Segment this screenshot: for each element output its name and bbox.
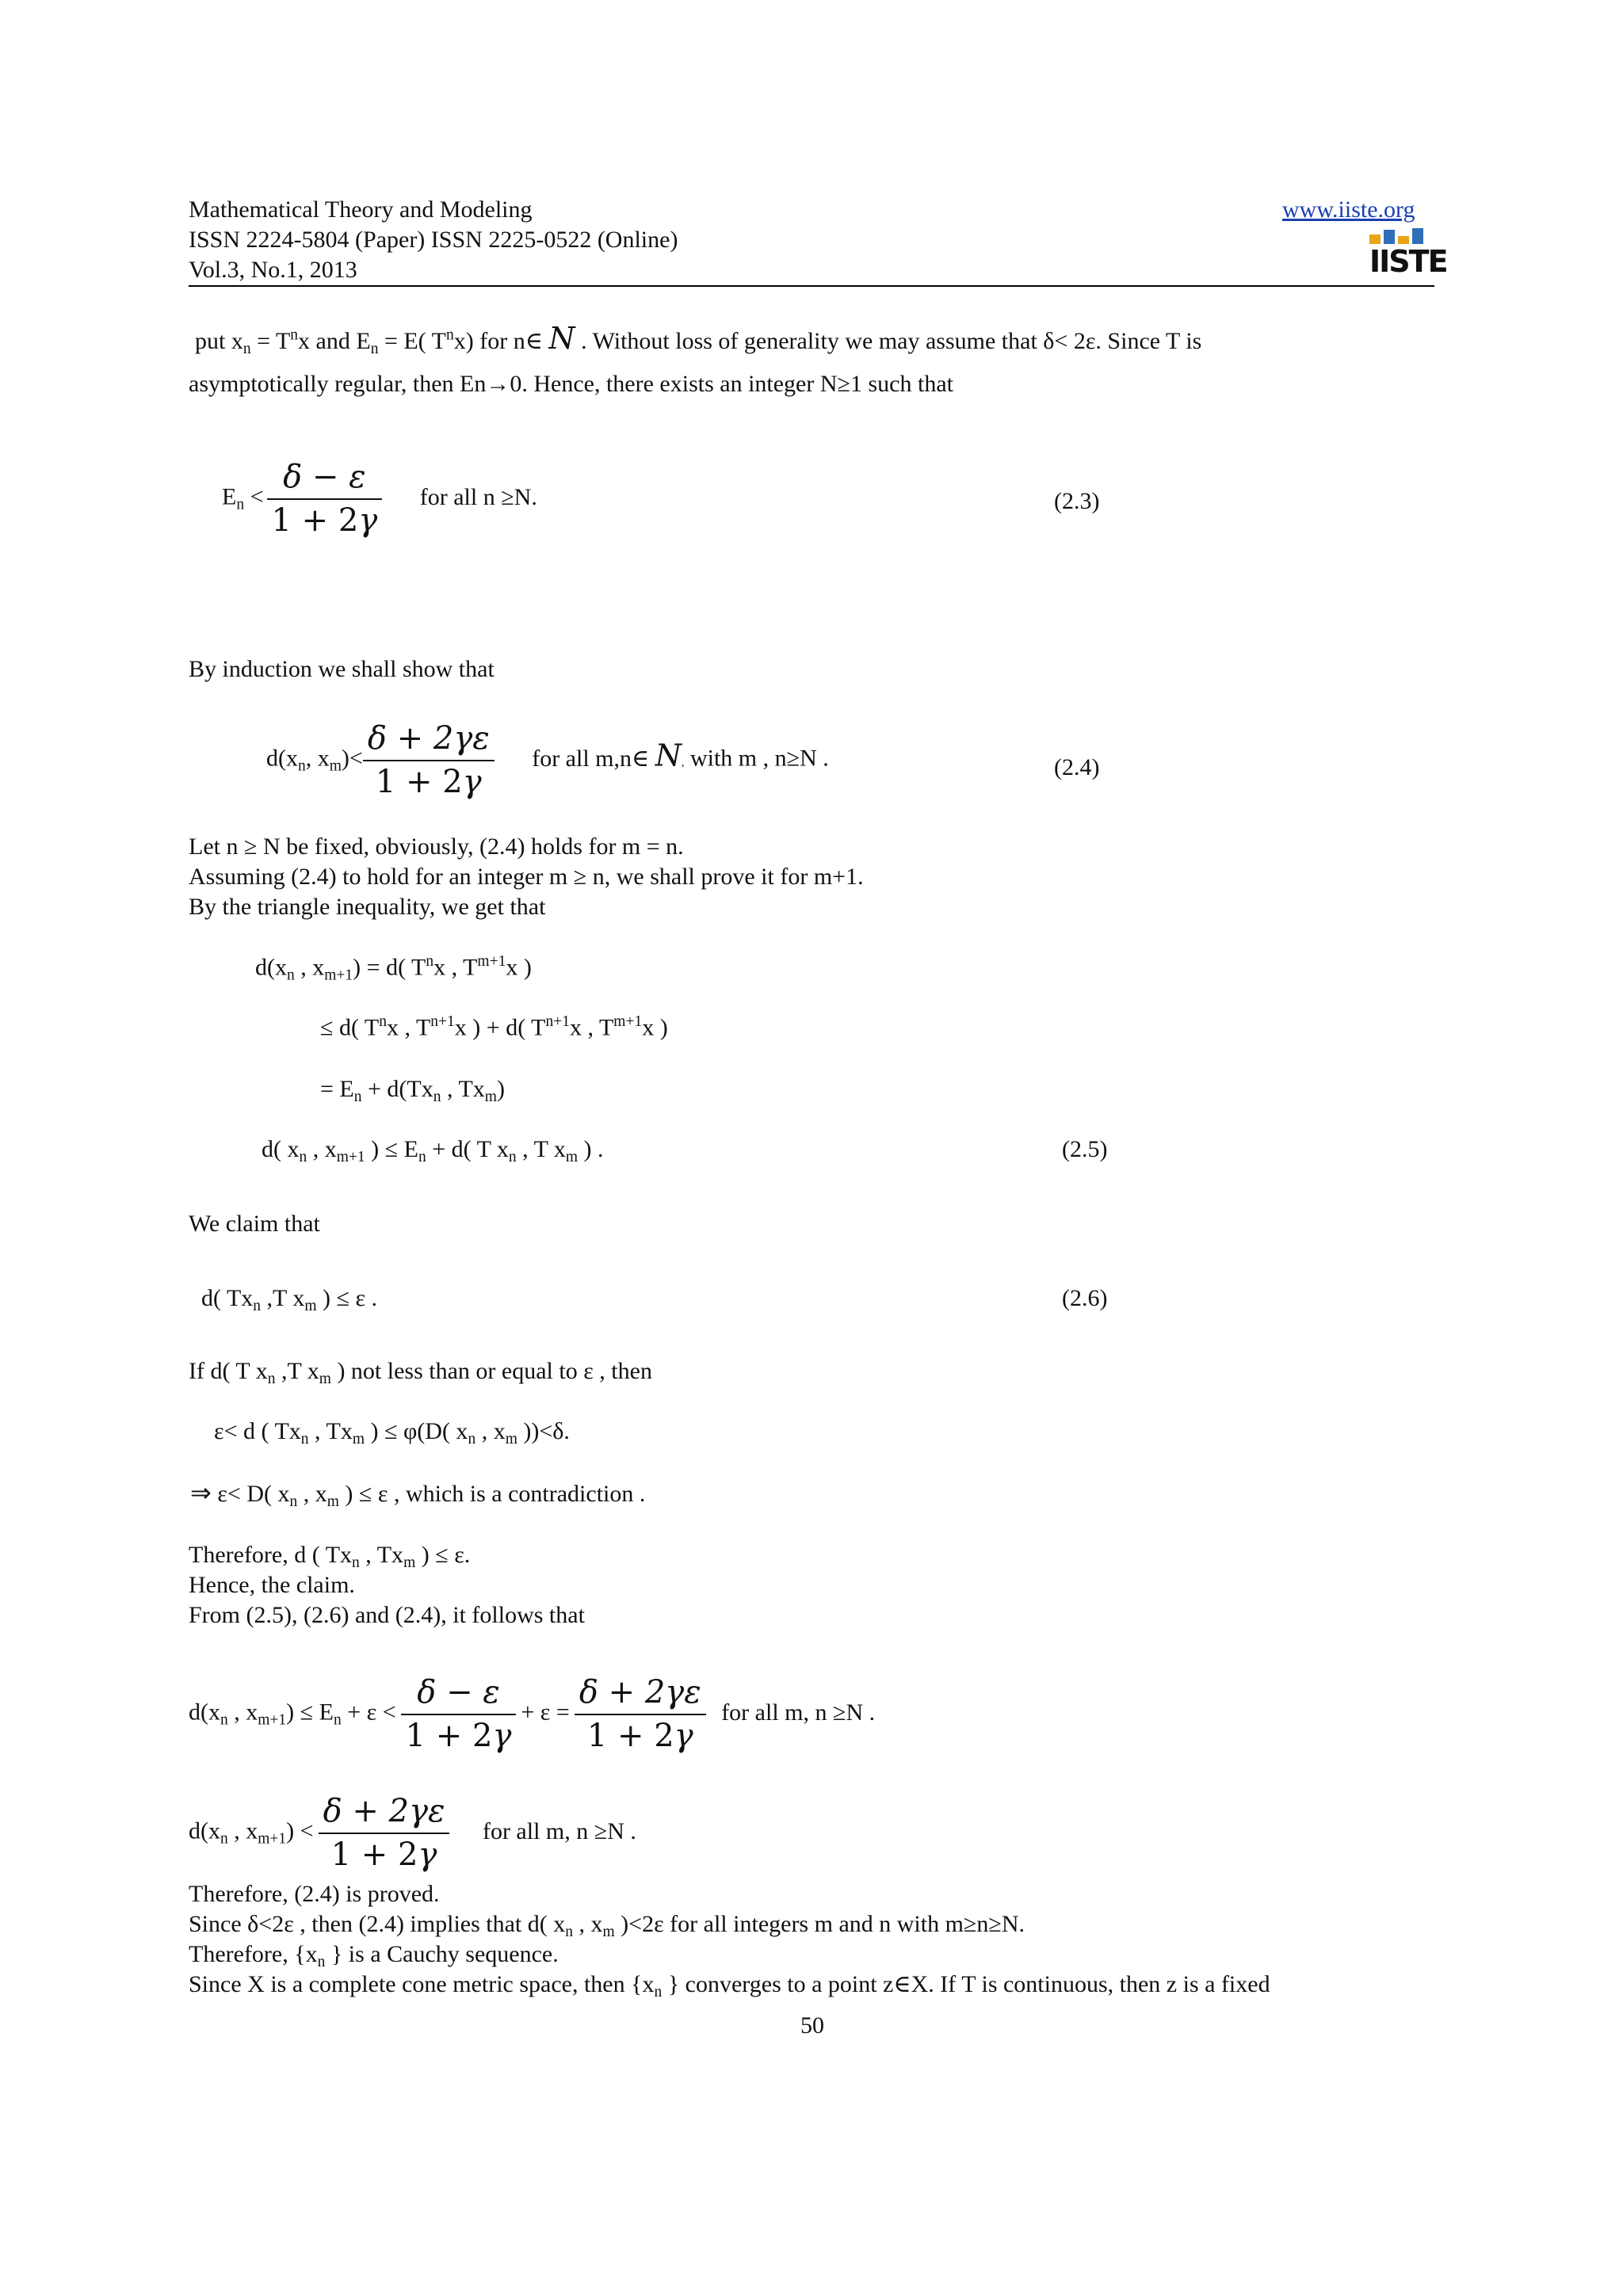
paragraph-line: If d( T $x_n$ ,T $x_m$ ) not less than or equal to ε , then — [189, 1358, 652, 1387]
journal-title: Mathematical Theory and Modeling — [189, 196, 533, 223]
paragraph-line: We claim that — [189, 1211, 320, 1237]
journal-url-link[interactable]: www.iiste.org — [1282, 196, 1415, 223]
paragraph-line: asymptotically regular, then En→0. Hence, there exists an integer N≥1 such that — [189, 371, 953, 397]
equation-number: (2.6) — [1062, 1285, 1108, 1311]
paragraph-line: By the triangle inequality, we get that — [189, 894, 546, 920]
math-line: ≤ d( $T^nx$ , $T^{n+1}x$ ) + d( $T^{n+1}x$ , $T^{m+1}x$ ) — [320, 1013, 668, 1041]
math-line: = $E_n + d(Tx_n$ , $Tx_m$) — [320, 1076, 505, 1105]
logo-bars-icon — [1369, 227, 1433, 244]
page-number: 50 — [800, 2012, 824, 2039]
paragraph-line: Therefore, (2.4) is proved. — [189, 1881, 440, 1907]
equation-number: (2.3) — [1054, 488, 1100, 514]
math-line: ε< d ( $Tx_n$ , $Tx_m$ ) ≤ φ(D( $x_n$ , $x_m$ ))<δ. — [214, 1418, 570, 1447]
paragraph-line: Assuming (2.4) to hold for an integer m ≥ n, we shall prove it for m+1. — [189, 864, 864, 890]
header-rule — [189, 285, 1434, 287]
equation-2-5: d( $x_n$ , $x_{m+1}$ ) ≤ $E_n + d$( T $x_n$ , T $x_m$ ) . — [262, 1136, 604, 1165]
implies-arrow-icon: ⇒ — [190, 1478, 212, 1508]
equation-number: (2.4) — [1054, 754, 1100, 780]
paragraph-line: From (2.5), (2.6) and (2.4), it follows that — [189, 1602, 585, 1628]
iiste-logo — [1369, 227, 1447, 282]
paragraph-line: Since δ<2ε , then (2.4) implies that d( $x_n$ , $x_m$ )<2ε for all integers m and n with m≥n≥N. — [189, 1911, 1025, 1940]
equation-2-4: $d(x_n$, $x_m)<$ $\frac{\delta + 2\gamma\varepsilon}{1 + 2\gamma}$ for all m,n∈ N, with m , n≥N . — [266, 720, 829, 800]
math-line: $d(x_n$ , $x_{m+1}$) < $\frac{\delta + 2\gamma\varepsilon}{1 + 2\gamma}$ for all m, n ≥N . — [189, 1793, 636, 1873]
equation-2-3: $E_n$ < $\frac{\delta - \varepsilon}{1 + 2\gamma}$ for all n ≥N. — [222, 459, 537, 539]
paragraph-line: Since X is a complete cone metric space, then {$x_n$ } converges to a point z∈X. If T is continuous, then z is a fixed — [189, 1971, 1270, 2000]
issn-line: ISSN 2224-5804 (Paper) ISSN 2225-0522 (Online) — [189, 227, 678, 253]
paragraph-line: Let n ≥ N be fixed, obviously, (2.4) holds for m = n. — [189, 833, 684, 860]
logo-text: IISTE — [1369, 244, 1447, 279]
volume-line: Vol.3, No.1, 2013 — [189, 257, 357, 283]
paragraph-line: By induction we shall show that — [189, 656, 495, 682]
math-line: $d(x_n$ , $x_{m+1}) = d$( $T^nx$ , $T^{m+1}x$ ) — [255, 953, 532, 984]
math-line: $d(x_n$ , $x_{m+1}) \le E_n + \varepsilon$ < $\frac{\delta - \varepsilon}{1 + 2\gamma}$ + ε = $\frac{\delta + 2\gamma\varepsilon}{1 + 2\gamma}$ for all m, n ≥N . — [189, 1674, 876, 1754]
paragraph-line: Therefore, {$x_n$ } is a Cauchy sequence. — [189, 1941, 559, 1970]
math-line: ⇒ ε< D( $x_n$ , $x_m$ ) ≤ ε , which is a contradiction . — [190, 1478, 646, 1510]
equation-number: (2.5) — [1062, 1136, 1108, 1162]
paragraph-line: put $x_n = T^nx$ and $E_n = E$( $T^nx$) for n∈ N . Without loss of generality we may assume that δ< 2ε. Since T is — [195, 321, 1202, 357]
paragraph-line: Hence, the claim. — [189, 1572, 355, 1598]
paragraph-line: Therefore, d ( $Tx_n$ , $Tx_m$ ) ≤ ε. — [189, 1542, 471, 1571]
equation-2-6: d( $Tx_n$ ,T $x_m$ ) ≤ ε . — [201, 1285, 378, 1314]
